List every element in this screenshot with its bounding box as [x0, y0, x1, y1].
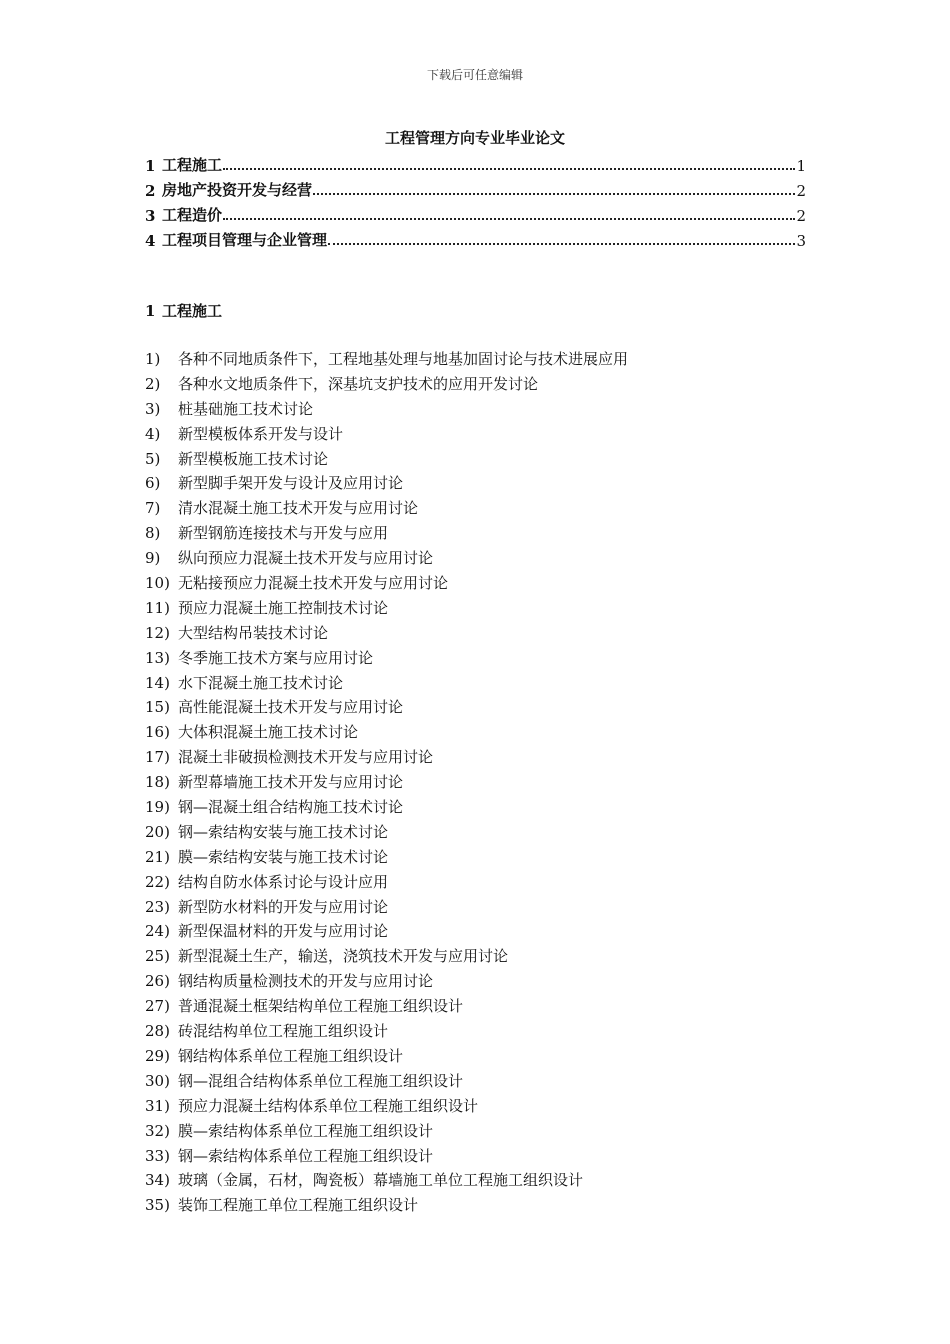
list-item: [145, 1193, 825, 1218]
list-item-text: 新型防水材料的开发与应用讨论: [178, 897, 389, 916]
section-number: 1: [145, 302, 156, 320]
list-item-text: 新型模板施工技术讨论: [178, 449, 329, 468]
list-item-number: 13): [145, 648, 170, 667]
list-item-number: 5): [145, 449, 161, 468]
list-item-number: 34): [145, 1171, 170, 1190]
toc-entry[interactable]: [145, 200, 806, 225]
list-item: [145, 944, 825, 969]
list-item: [145, 1019, 825, 1044]
list-item: [145, 969, 825, 994]
list-item-text: 新型钢筋连接技术与开发与应用: [178, 524, 389, 543]
list-item: [145, 870, 825, 895]
list-item-text: 冬季施工技术方案与应用讨论: [178, 648, 374, 667]
list-item-text: 水下混凝土施工技术讨论: [178, 673, 344, 692]
toc-leader: [313, 193, 795, 195]
list-item-text: 大体积混凝土施工技术讨论: [178, 723, 359, 742]
list-item-number: 19): [145, 798, 170, 817]
list-item-number: 2): [145, 374, 161, 393]
list-item: [145, 1069, 825, 1094]
list-item-number: 26): [145, 972, 170, 991]
toc-number: 4: [145, 232, 156, 250]
list-item: [145, 795, 825, 820]
list-item-number: 9): [145, 549, 161, 568]
list-item-text: 新型脚手架开发与设计及应用讨论: [178, 474, 404, 493]
list-item-number: 3): [145, 399, 161, 418]
list-item-number: 17): [145, 748, 170, 767]
list-item-number: 27): [145, 997, 170, 1016]
list-item-text: 纵向预应力混凝土技术开发与应用讨论: [178, 549, 434, 568]
list-item-number: 23): [145, 897, 170, 916]
list-item: [145, 646, 825, 671]
list-item-number: 14): [145, 673, 170, 692]
list-item: [145, 671, 825, 696]
toc-number: 2: [145, 182, 156, 200]
list-item-number: 16): [145, 723, 170, 742]
list-item-text: 高性能混凝土技术开发与应用讨论: [178, 698, 404, 717]
toc-number: 1: [145, 157, 156, 175]
list-item-number: 10): [145, 574, 170, 593]
list-item-text: 玻璃（金属，石材，陶瓷板）幕墙施工单位工程施工组织设计: [178, 1171, 584, 1190]
list-item-number: 15): [145, 698, 170, 717]
list-item: [145, 347, 825, 372]
list-item-number: 30): [145, 1071, 170, 1090]
list-item-text: 清水混凝土施工技术开发与应用讨论: [178, 499, 419, 518]
toc-page-number: 3: [796, 232, 806, 250]
list-item-text: 预应力混凝土结构体系单位工程施工组织设计: [178, 1096, 479, 1115]
list-item-text: 砖混结构单位工程施工组织设计: [178, 1022, 389, 1041]
list-item: [145, 496, 825, 521]
list-item: [145, 1168, 825, 1193]
list-item-text: 大型结构吊装技术讨论: [178, 623, 329, 642]
toc-leader: [223, 218, 795, 220]
toc-leader: [223, 168, 795, 170]
list-item: [145, 471, 825, 496]
toc-page-number: 1: [796, 157, 806, 175]
topic-list: [145, 347, 825, 1218]
list-item-number: 12): [145, 623, 170, 642]
list-item-number: 35): [145, 1196, 170, 1215]
list-item-text: 无粘接预应力混凝土技术开发与应用讨论: [178, 574, 449, 593]
list-item-text: 新型混凝土生产，输送，浇筑技术开发与应用讨论: [178, 947, 509, 966]
list-item-text: 钢—混凝土组合结构施工技术讨论: [178, 798, 404, 817]
section-heading: [145, 300, 222, 321]
list-item-text: 新型幕墙施工技术开发与应用讨论: [178, 773, 404, 792]
toc-page-number: 2: [796, 182, 806, 200]
list-item-number: 24): [145, 922, 170, 941]
list-item-number: 6): [145, 474, 161, 493]
list-item: [145, 720, 825, 745]
list-item-text: 钢结构体系单位工程施工组织设计: [178, 1046, 404, 1065]
list-item-number: 31): [145, 1096, 170, 1115]
list-item-number: 20): [145, 822, 170, 841]
document-title: 工程管理方向专业毕业论文: [384, 129, 565, 147]
list-item-number: 7): [145, 499, 161, 518]
list-item: [145, 820, 825, 845]
toc-entry[interactable]: [145, 150, 806, 175]
list-item: [145, 895, 825, 920]
list-item-text: 新型模板体系开发与设计: [178, 424, 344, 443]
list-item-text: 结构自防水体系讨论与设计应用: [178, 872, 389, 891]
list-item: [145, 770, 825, 795]
list-item-number: 8): [145, 524, 161, 543]
list-item-number: 21): [145, 847, 170, 866]
list-item-text: 预应力混凝土施工控制技术讨论: [178, 598, 389, 617]
list-item: [145, 994, 825, 1019]
list-item-text: 各种不同地质条件下，工程地基处理与地基加固讨论与技术进展应用: [178, 350, 629, 368]
list-item: [145, 596, 825, 621]
list-item-text: 钢—索结构体系单位工程施工组织设计: [178, 1146, 434, 1165]
list-item: [145, 1094, 825, 1119]
list-item: [145, 1119, 825, 1144]
list-item: [145, 546, 825, 571]
list-item: [145, 422, 825, 447]
list-item-text: 装饰工程施工单位工程施工组织设计: [178, 1196, 419, 1215]
list-item-text: 桩基础施工技术讨论: [178, 399, 314, 418]
list-item-number: 28): [145, 1022, 170, 1041]
list-item: [145, 521, 825, 546]
list-item-text: 膜—索结构安装与施工技术讨论: [178, 847, 389, 866]
page-header: 下载后可任意编辑: [426, 68, 523, 82]
toc-entry[interactable]: [145, 225, 806, 250]
toc-label: 工程项目管理与企业管理: [162, 231, 328, 249]
list-item: [145, 621, 825, 646]
toc-page-number: 2: [796, 207, 806, 225]
list-item-text: 各种水文地质条件下，深基坑支护技术的应用开发讨论: [178, 374, 539, 393]
toc-leader: [328, 243, 795, 245]
list-item: [145, 919, 825, 944]
list-item: [145, 372, 825, 397]
list-item: [145, 1044, 825, 1069]
list-item-number: 4): [145, 424, 161, 443]
toc-label: 房地产投资开发与经营: [162, 181, 313, 199]
list-item: [145, 845, 825, 870]
list-item-number: 11): [145, 598, 170, 617]
list-item: [145, 1144, 825, 1169]
toc-number: 3: [145, 207, 156, 225]
list-item-number: 22): [145, 872, 170, 891]
list-item-number: 25): [145, 947, 170, 966]
toc-label: 工程施工: [162, 156, 223, 174]
list-item-number: 18): [145, 773, 170, 792]
list-item-number: 33): [145, 1146, 170, 1165]
list-item-text: 新型保温材料的开发与应用讨论: [178, 922, 389, 941]
list-item: [145, 571, 825, 596]
list-item-number: 29): [145, 1046, 170, 1065]
list-item: [145, 447, 825, 472]
list-item-text: 膜—索结构体系单位工程施工组织设计: [178, 1121, 434, 1140]
list-item: [145, 397, 825, 422]
list-item-number: 32): [145, 1121, 170, 1140]
list-item-text: 钢—索结构安装与施工技术讨论: [178, 822, 389, 841]
table-of-contents: [145, 150, 806, 250]
list-item: [145, 745, 825, 770]
list-item: [145, 695, 825, 720]
toc-label: 工程造价: [162, 206, 223, 224]
list-item-text: 钢结构质量检测技术的开发与应用讨论: [178, 972, 434, 991]
list-item-number: 1): [145, 350, 161, 368]
section-title: 工程施工: [162, 302, 223, 320]
list-item-text: 普通混凝土框架结构单位工程施工组织设计: [178, 997, 464, 1016]
list-item-text: 钢—混组合结构体系单位工程施工组织设计: [178, 1071, 464, 1090]
list-item-text: 混凝土非破损检测技术开发与应用讨论: [178, 748, 434, 767]
toc-entry[interactable]: [145, 175, 806, 200]
